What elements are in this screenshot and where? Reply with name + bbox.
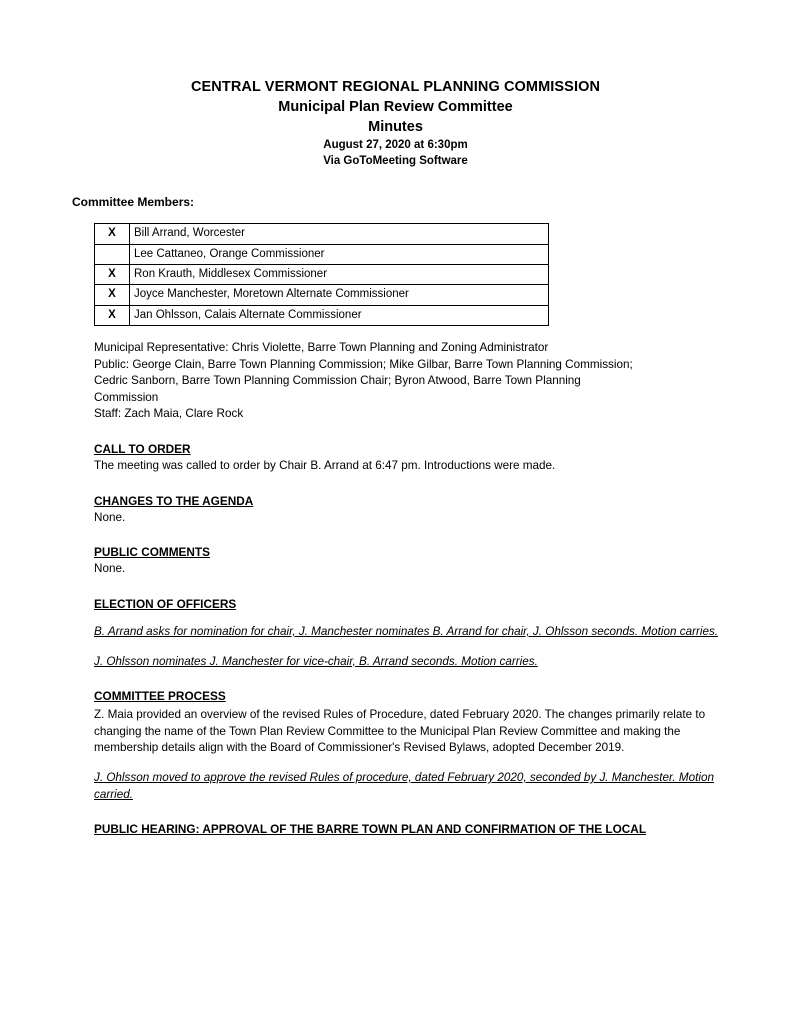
table-row [95,244,549,264]
member-name: Joyce Manchester, Moretown Alternate Commissioner [130,285,549,305]
heading-public-hearing: PUBLIC HEARING: APPROVAL OF THE BARRE TOWN PLAN AND CONFIRMATION OF THE LOCAL [94,822,647,837]
member-name: Lee Cattaneo, Orange Commissioner [130,244,549,264]
public-attendance-line-2: Cedric Sanborn, Barre Town Planning Commission Chair; Byron Atwood, Barre Town Planning [94,374,581,388]
public-attendance-line-3: Commission [94,390,159,404]
attendance-mark: X [95,285,130,305]
table-row [95,285,549,305]
attendance-mark: X [95,264,130,284]
attendance-mark [95,244,130,264]
text-committee-process: Z. Maia provided an overview of the revised Rules of Procedure, dated February 2020. The changes primarily relate to changing the name of the Town Plan Review Committee to the Municipal Plan Review Committee and making the membership details align with the Board of Commissioner's Revised Bylaws, adopted December 2019. [94,708,706,755]
heading-election-of-officers: ELECTION OF OFFICERS [94,596,237,611]
attendance-block [94,340,719,423]
meeting-datetime: August 27, 2020 at 6:30pm [323,139,468,152]
public-attendance-line-1: Public: George Clain, Barre Town Planning Commission; Mike Gilbar, Barre Town Planning Commission; [94,357,633,371]
document-header [72,78,719,169]
staff-line: Staff: Zach Maia, Clare Rock [94,407,244,421]
table-row [95,264,549,284]
text-call-to-order: The meeting was called to order by Chair B. Arrand at 6:47 pm. Introductions were made. [94,459,556,473]
attendance-mark: X [95,224,130,244]
committee-members-table [94,223,549,326]
heading-changes-to-agenda: CHANGES TO THE AGENDA [94,493,254,508]
document-kind: Minutes [368,119,423,136]
member-name: Bill Arrand, Worcester [130,224,549,244]
text-public-comments: None. [94,562,126,576]
member-name: Jan Ohlsson, Calais Alternate Commissioner [130,305,549,325]
motion-chair-nomination: B. Arrand asks for nomination for chair, J. Manchester nominates B. Arrand for chair, J. Ohlsson seconds. Motion carries. [94,624,719,638]
committee-title: Municipal Plan Review Committee [278,98,513,115]
organization-title: CENTRAL VERMONT REGIONAL PLANNING COMMISSION [190,79,601,95]
motion-rules-of-procedure: J. Ohlsson moved to approve the revised Rules of procedure, dated February 2020, seconded by J. Manchester. Motion carried. [94,770,714,801]
document-body [94,442,719,836]
motion-vice-chair-nomination: J. Ohlsson nominates J. Manchester for vice-chair, B. Arrand seconds. Motion carries. [94,654,538,668]
municipal-representative-line: Municipal Representative: Chris Violette, Barre Town Planning and Zoning Administrator [94,341,549,355]
heading-committee-process: COMMITTEE PROCESS [94,689,226,704]
text-changes-to-agenda: None. [94,510,126,524]
heading-public-comments: PUBLIC COMMENTS [94,545,210,560]
meeting-platform: Via GoToMeeting Software [323,154,468,167]
attendance-mark: X [95,305,130,325]
member-name: Ron Krauth, Middlesex Commissioner [130,264,549,284]
committee-members-label: Committee Members: [72,195,195,210]
table-row [95,224,549,244]
heading-call-to-order: CALL TO ORDER [94,442,191,457]
table-row [95,305,549,325]
